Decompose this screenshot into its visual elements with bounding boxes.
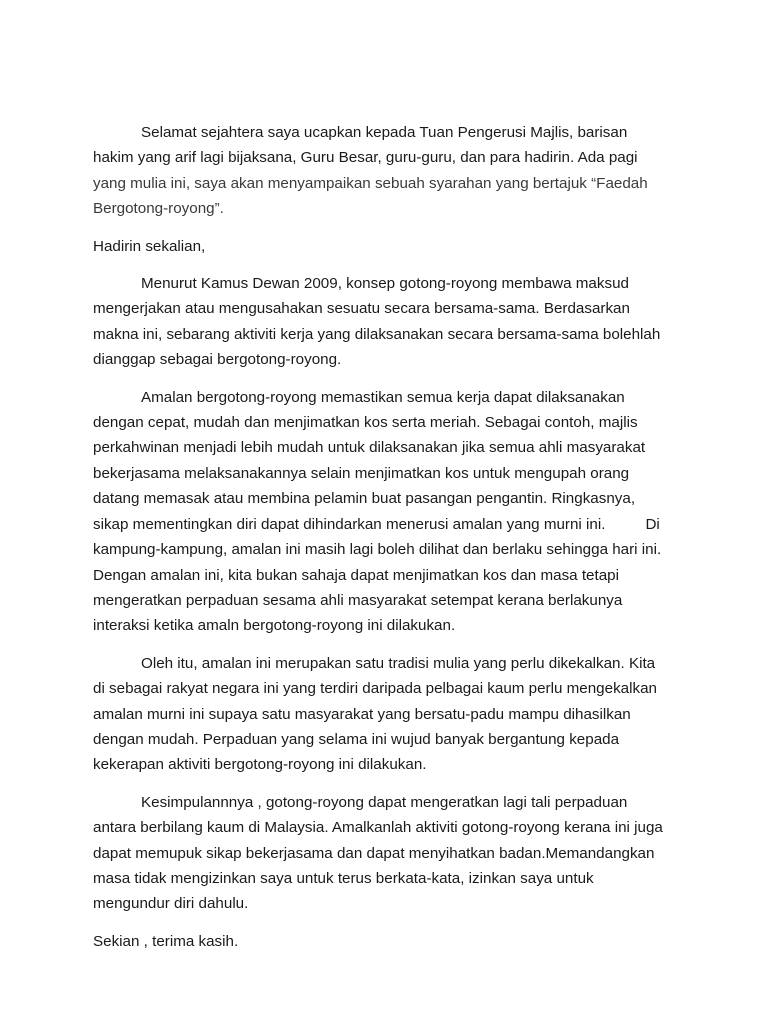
text-line: datang memasak atau membina pelamin buat pasangan pengantin. Ringkasnya, (93, 490, 636, 508)
text-segment: Di (645, 515, 660, 533)
paragraph-closing (93, 929, 683, 954)
speech-text (93, 120, 683, 966)
paragraph-conclusion (93, 790, 683, 917)
text-line: antara berbilang kaum di Malaysia. Amalkanlah aktiviti gotong-royong kerana ini juga (93, 819, 663, 837)
text-line: bekerjasama melaksanakannya selain menjimatkan kos untuk mengupah orang (93, 464, 630, 482)
text-line: kekerapan aktiviti bergotong-royong ini dilakukan. (93, 756, 427, 774)
paragraph-salutation (93, 234, 683, 259)
text-line: yang mulia ini, saya akan menyampaikan sebuah syarahan yang bertajuk “Faedah (93, 174, 648, 192)
paragraph-definition (93, 271, 683, 373)
text-line: dianggap sebagai bergotong-royong. (93, 351, 342, 369)
text-line: hakim yang arif lagi bijaksana, Guru Besar, guru-guru, dan para hadirin. Ada pagi (93, 149, 638, 167)
text-line: masa tidak mengizinkan saya untuk terus berkata-kata, izinkan saya untuk (93, 869, 594, 887)
text-line: mengerjakan atau mengusahakan sesuatu secara bersama-sama. Berdasarkan (93, 300, 630, 318)
text-segment: sikap mementingkan diri dapat dihindarkan menerusi amalan yang murni ini. (93, 515, 606, 533)
text-line: Sekian , terima kasih. (93, 932, 239, 950)
text-line: dapat memupuk sikap bekerjasama dan dapat menyihatkan badan.Memandangkan (93, 844, 655, 862)
text-line: amalan murni ini supaya satu masyarakat yang bersatu-padu mampu dihasilkan (93, 705, 631, 723)
paragraph-benefits (93, 385, 683, 639)
text-line: mengeratkan perpaduan sesama ahli masyarakat setempat kerana berlakunya (93, 591, 623, 609)
text-line: Hadirin sekalian, (93, 237, 206, 255)
text-line: Oleh itu, amalan ini merupakan satu tradisi mulia yang perlu dikekalkan. Kita (141, 654, 656, 672)
text-line: perkahwinan menjadi lebih mudah untuk dilaksanakan jika semua ahli masyarakat (93, 439, 646, 457)
text-line: makna ini, sebarang aktiviti kerja yang dilaksanakan secara bersama-sama bolehlah (93, 325, 661, 343)
text-line: Amalan bergotong-royong memastikan semua kerja dapat dilaksanakan (141, 388, 625, 406)
text-line: mengundur diri dahulu. (93, 895, 249, 913)
paragraph-greeting (93, 120, 683, 222)
text-line: kampung-kampung, amalan ini masih lagi boleh dilihat dan berlaku sehingga hari ini. (93, 541, 662, 559)
text-line: Kesimpulannnya , gotong-royong dapat mengeratkan lagi tali perpaduan (141, 793, 628, 811)
text-line: Dengan amalan ini, kita bukan sahaja dapat menjimatkan kos dan masa tetapi (93, 566, 619, 584)
text-line: interaksi ketika amaln bergotong-royong ini dilakukan. (93, 617, 456, 635)
text-line: Bergotong-royong”. (93, 200, 224, 218)
text-line: dengan mudah. Perpaduan yang selama ini wujud banyak bergantung kepada (93, 730, 620, 748)
text-line-with-gap (93, 512, 683, 537)
text-line: di sebagai rakyat negara ini yang terdiri daripada pelbagai kaum perlu mengekalkan (93, 680, 657, 698)
text-line: dengan cepat, mudah dan menjimatkan kos serta meriah. Sebagai contoh, majlis (93, 414, 638, 432)
text-line: Menurut Kamus Dewan 2009, konsep gotong-royong membawa maksud (141, 275, 629, 293)
paragraph-tradition (93, 651, 683, 778)
text-line: Selamat sejahtera saya ucapkan kepada Tuan Pengerusi Majlis, barisan (141, 124, 628, 141)
